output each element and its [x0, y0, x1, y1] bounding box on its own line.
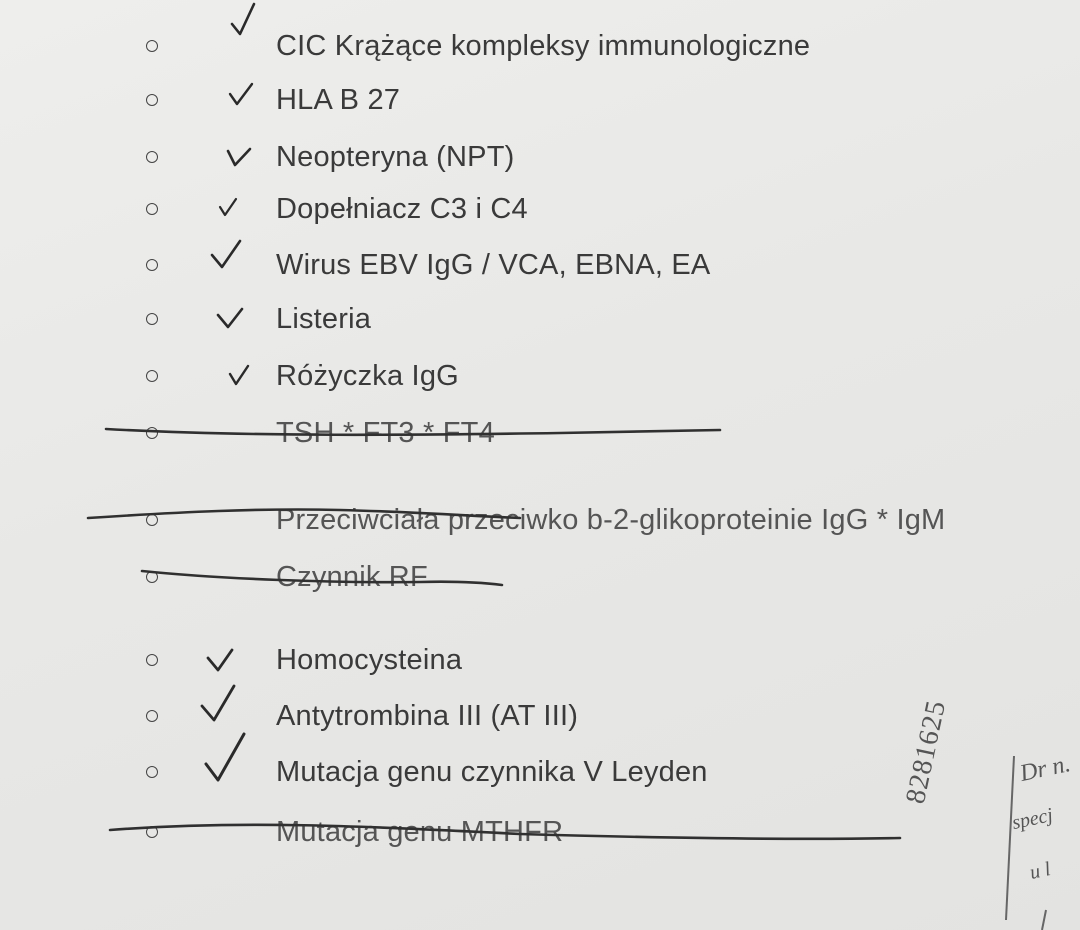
list-item — [0, 299, 1080, 349]
item-label: Różyczka IgG — [276, 360, 459, 392]
item-label: Dopełniacz C3 i C4 — [276, 193, 528, 225]
bullet-circle-icon — [146, 826, 158, 838]
list-item — [0, 557, 1080, 607]
checkmark-icon — [206, 233, 254, 277]
strikethrough-line — [0, 413, 1080, 463]
bullet-circle-icon — [146, 370, 158, 382]
item-label: Czynnik RF — [276, 561, 428, 593]
list-item — [0, 26, 1080, 76]
checkmark-icon — [224, 0, 272, 44]
item-label: Neopteryna (NPT) — [276, 141, 515, 173]
list-item — [0, 500, 1080, 550]
bullet-circle-icon — [146, 427, 158, 439]
checkmark-icon — [210, 295, 258, 339]
bullet-circle-icon — [146, 571, 158, 583]
stamp-text-line-3: u l — [1027, 858, 1053, 884]
item-label: Homocysteina — [276, 644, 463, 676]
item-label: TSH * FT3 * FT4 — [276, 417, 495, 449]
bullet-circle-icon — [146, 313, 158, 325]
checkmark-icon — [222, 72, 270, 116]
list-item — [0, 137, 1080, 187]
list-item — [0, 245, 1080, 295]
item-label: Przeciwciała przeciwko b-2-glikoproteinie IgG * IgM — [276, 504, 946, 536]
checkmark-icon — [218, 133, 266, 177]
bullet-circle-icon — [146, 654, 158, 666]
bullet-circle-icon — [146, 710, 158, 722]
list-item — [0, 640, 1080, 690]
bullet-circle-icon — [146, 40, 158, 52]
item-label: HLA B 27 — [276, 84, 401, 116]
checkmark-icon — [196, 680, 244, 724]
item-label: Mutacja genu czynnika V Leyden — [276, 756, 708, 788]
item-label: Antytrombina III (AT III) — [276, 700, 579, 732]
bullet-circle-icon — [146, 94, 158, 106]
stamp-number: 8281625 — [900, 697, 953, 807]
bullet-circle-icon — [146, 203, 158, 215]
bullet-circle-icon — [146, 514, 158, 526]
item-label: Mutacja genu MTHFR — [276, 816, 564, 848]
list-item — [0, 80, 1080, 130]
item-label: Wirus EBV IgG / VCA, EBNA, EA — [276, 249, 711, 281]
list-item — [0, 812, 1080, 862]
bullet-circle-icon — [146, 151, 158, 163]
list-item — [0, 189, 1080, 239]
checkmark-icon — [210, 183, 258, 227]
checkmark-icon — [200, 636, 248, 680]
item-label: Listeria — [276, 303, 372, 335]
stamp-text-line-2: specj — [1010, 803, 1055, 835]
bullet-circle-icon — [146, 259, 158, 271]
stamp-text-line-1: Dr n. — [1017, 751, 1073, 787]
bullet-circle-icon — [146, 766, 158, 778]
checkmark-icon — [200, 730, 252, 786]
strikethrough-line — [0, 557, 1080, 607]
checkmark-icon — [220, 352, 268, 396]
item-label: CIC Krążące kompleksy immunologiczne — [276, 30, 811, 62]
list-item — [0, 356, 1080, 406]
list-item — [0, 413, 1080, 463]
